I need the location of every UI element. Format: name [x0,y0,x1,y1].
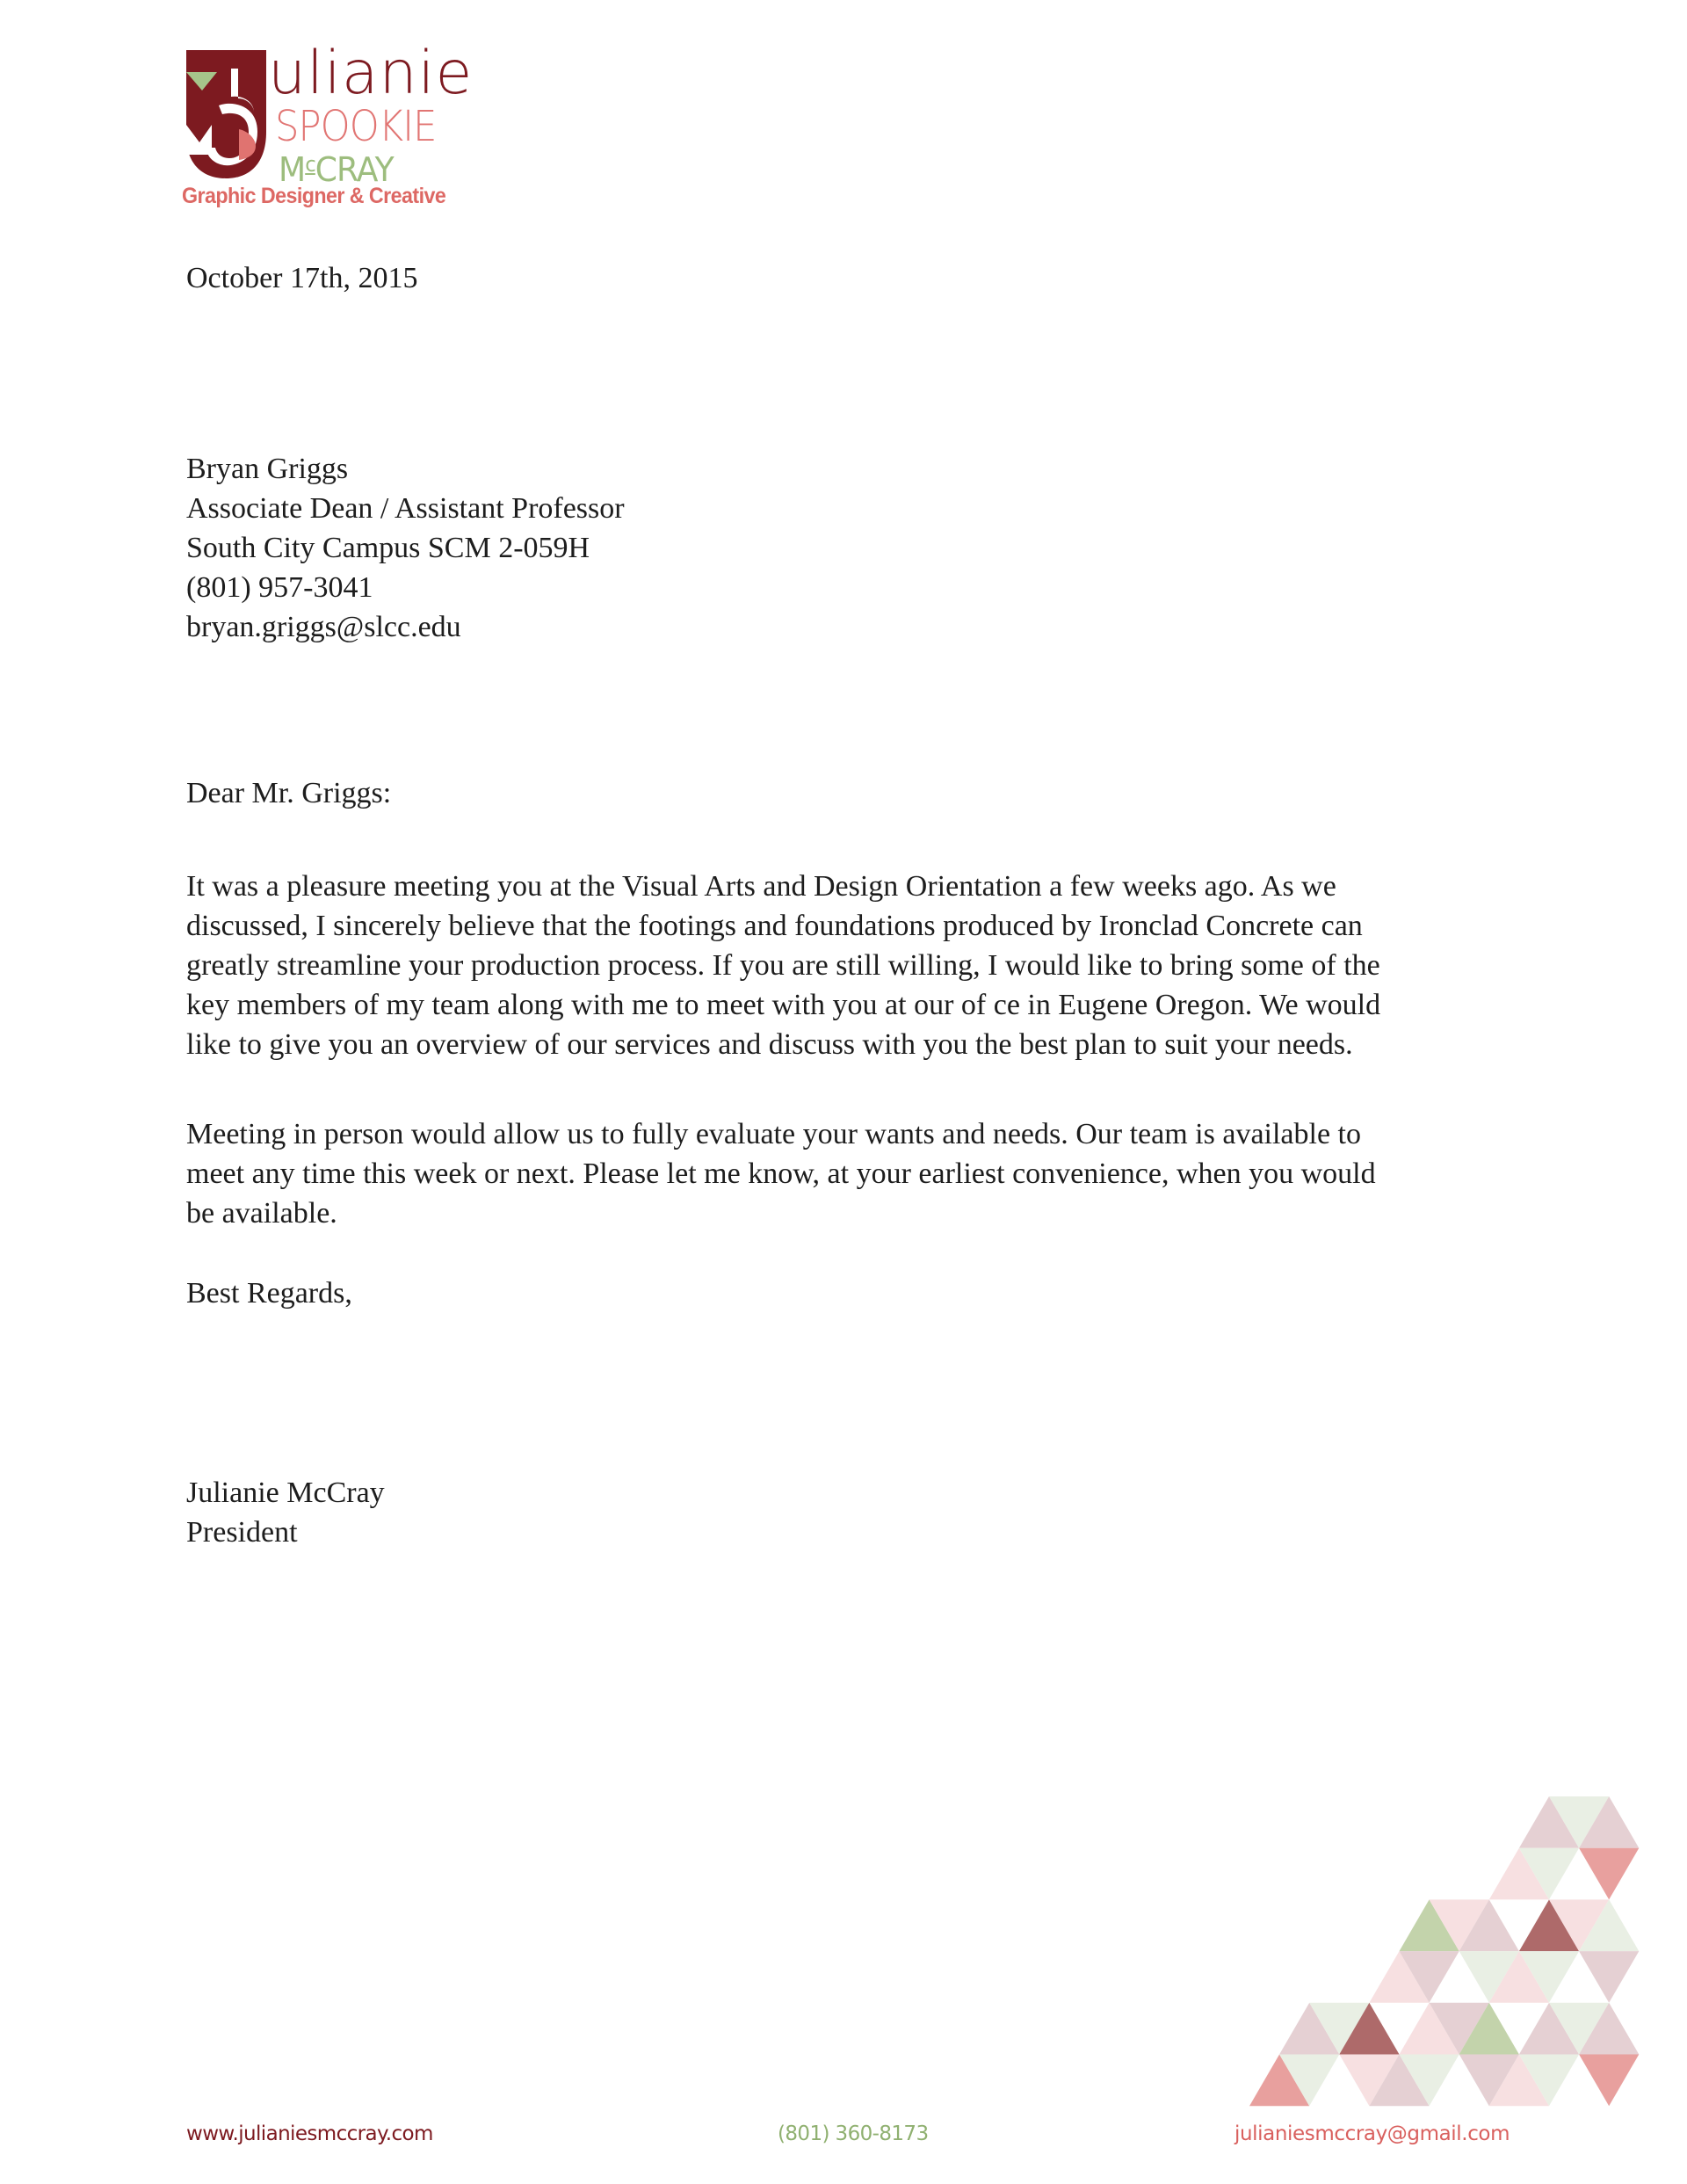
logo-first-name: ulianie [268,39,474,108]
body-paragraph-1 [186,867,1380,1064]
pattern-triangle [1339,2003,1399,2055]
pattern-triangle [1339,2055,1399,2107]
pattern-triangle [1400,2055,1459,2107]
pattern-triangle [1579,1899,1639,1951]
letter-date: October 17th, 2015 [186,262,418,294]
recipient-title: Associate Dean / Assistant Professor [186,492,625,525]
pattern-triangle [1279,2003,1339,2055]
logo-last-name [279,148,394,189]
closing: Best Regards, [186,1277,352,1310]
logo-tagline: Graphic Designer & Creative [182,184,446,208]
recipient-name: Bryan Griggs [186,453,349,485]
pattern-triangle [1489,1848,1549,1900]
pattern-triangle [1579,1848,1639,1900]
pattern-triangle [1549,1796,1609,1848]
pattern-triangle [1400,1899,1459,1951]
paragraph-line: It was a pleasure meeting you at the Visual Arts and Design Orientation a few weeks ago. As we [186,870,1336,903]
paragraph-line: discussed, I sincerely believe that the footings and foundations produced by Ironclad Concrete can [186,910,1363,942]
paragraph-line: greatly streamline your production process. If you are still willing, I would like to bring some of the [186,949,1380,982]
pattern-triangle [1519,1951,1579,2003]
pattern-triangle [1579,2055,1639,2107]
logo [180,39,474,211]
footer-phone: (801) 360-8173 [778,2122,929,2145]
pattern-triangle [1579,1951,1639,2003]
pattern-triangle [1369,1951,1429,2003]
footer-website-link[interactable]: www.julianiesmccray.com [186,2122,433,2145]
pattern-triangle [1519,2055,1579,2107]
pattern-triangle [1519,1848,1579,1900]
pattern-triangle [1459,2003,1519,2055]
logo-monogram-icon [180,44,277,185]
pattern-triangle [1519,2003,1579,2055]
logo-last-name-prefix: M [279,150,306,189]
recipient-address [186,449,625,647]
recipient-phone: (801) 957-3041 [186,571,373,604]
pattern-triangle [1489,2055,1549,2107]
logo-last-name-rest: CRAY [315,150,394,189]
signature-name: Julianie McCray [186,1477,385,1509]
pattern-triangle [1549,2003,1609,2055]
logo-middle-name: SPOOKIE [275,102,437,151]
pattern-triangle [1430,1899,1489,1951]
salutation: Dear Mr. Griggs: [186,777,392,809]
signature-block [186,1473,385,1552]
pattern-triangle [1459,1899,1519,1951]
paragraph-line: be available. [186,1197,337,1230]
pattern-triangle [1279,2055,1339,2107]
logo-last-name-superscript: c [305,152,315,177]
pattern-triangle [1459,1951,1519,2003]
signature-title: President [186,1516,298,1549]
pattern-triangle [1430,2003,1489,2055]
paragraph-line: like to give you an overview of our services and discuss with you the best plan to suit your needs. [186,1028,1353,1061]
paragraph-line: meet any time this week or next. Please let me know, at your earliest convenience, when you would [186,1157,1376,1190]
body-paragraph-2 [186,1114,1376,1233]
footer-email-link[interactable]: julianiesmccray@gmail.com [1234,2122,1510,2145]
pattern-triangle [1519,1796,1579,1848]
paragraph-line: Meeting in person would allow us to fully evaluate your wants and needs. Our team is available to [186,1118,1362,1150]
pattern-triangle [1369,2055,1429,2107]
pattern-triangle [1249,2055,1309,2107]
paragraph-line: key members of my team along with me to meet with you at our of ce in Eugene Oregon. We would [186,989,1381,1021]
pattern-triangle [1489,1951,1549,2003]
pattern-triangle [1549,1899,1609,1951]
pattern-triangle [1309,2003,1369,2055]
pattern-triangle [1519,1899,1579,1951]
pattern-triangle [1579,2003,1639,2055]
pattern-triangle [1400,2003,1459,2055]
pattern-triangle [1400,1951,1459,2003]
recipient-email: bryan.griggs@slcc.edu [186,611,461,643]
pattern-triangle [1459,2055,1519,2107]
recipient-location: South City Campus SCM 2-059H [186,532,590,564]
pattern-triangle [1579,1796,1639,1848]
